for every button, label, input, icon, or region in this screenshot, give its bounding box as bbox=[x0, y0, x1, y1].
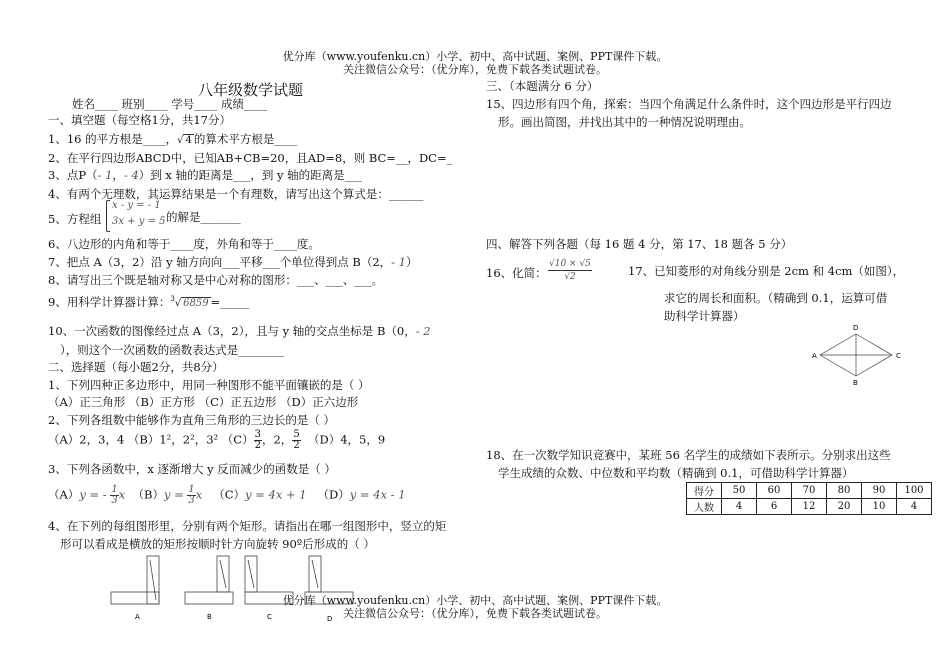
rhombus-figure bbox=[812, 322, 908, 388]
student-info: 姓名____ 班别____ 学号____ 成绩____ bbox=[72, 97, 267, 111]
score-table bbox=[686, 482, 932, 515]
question-2-4: 4、在下列的每组图形里，分别有两个矩形。请指出在哪一组图形中，竖立的矩 bbox=[48, 519, 447, 533]
rhombus-label-right: C bbox=[896, 352, 901, 360]
equation-1: x - y = - 1 bbox=[112, 200, 161, 211]
rhombus-label-top: D bbox=[853, 324, 859, 332]
section4-heading: 四、解答下列各题（每 16 题 4 分，第 17、18 题各 5 分） bbox=[486, 237, 793, 251]
question-1-3: 3、点P（- 1，- 4）到 x 轴的距离是___，到 y 轴的距离是___ bbox=[48, 168, 362, 182]
question-1-2: 2、在平行四边形ABCD中，已知AB+CB=20，且AD=8，则 BC=__，DC=_ bbox=[48, 151, 453, 165]
footer-line-2: 关注微信公众号：（优分库），免费下载各类试题试卷。 bbox=[343, 607, 607, 620]
question-2-4-cont: 形可以看成是横放的矩形按顺时针方向旋转 90º后形成的（ ） bbox=[60, 537, 375, 551]
footer-line-1: 优分库（www.youfenku.cn）小学、初中、高中试题、案例、PPT课件下载。 bbox=[282, 594, 668, 607]
question-17-cont-2: 助科学计算器） bbox=[664, 309, 745, 323]
section2-heading: 二、选择题（每小题2分，共8分） bbox=[48, 360, 224, 374]
question-18: 18、在一次数学知识竞赛中，某班 56 名学生的成绩如下表所示。分别求出这些 bbox=[486, 448, 891, 462]
shape-label-c: C bbox=[267, 613, 272, 621]
question-1-10-cont: ），则这个一次函数的函数表达式是________ bbox=[60, 343, 285, 357]
question-2-3-options: （A）y = - $\frac{1}{3}$ x （B）y = $\frac{1}{3}$ x （C）y = 4x + 1 （D）y = 4x - 1 bbox=[48, 484, 406, 506]
question-17: 17、已知菱形的对角线分别是 2cm 和 4cm（如图）， bbox=[628, 264, 905, 278]
shape-label-d: D bbox=[327, 615, 333, 622]
question-1-5-label: 5、方程组 bbox=[48, 212, 102, 226]
question-15-cont: 形。画出简图，并找出其中的一种情况说明理由。 bbox=[498, 115, 751, 129]
question-15: 15、四边形有四个角，探索：当四个角满足什么条件时，这个四边形是平行四边 bbox=[486, 97, 892, 111]
question-2-2: 2、下列各组数中能够作为直角三角形的三边长的是（ ） bbox=[48, 413, 335, 427]
page-title: 八年级数学试题 bbox=[198, 81, 304, 99]
table-row: 人数 4 6 12 20 10 4 bbox=[687, 499, 932, 515]
question-2-2-options: （A）2，3，4 （B）1²，2²，3² （C） $\frac{3}{2}$ ，2， $\frac{5}{2}$ （D）4，5，9 bbox=[48, 429, 386, 451]
question-1-7: 7、把点 A（3，2）沿 y 轴方向向___平移___个单位得到点 B（2，- 1） bbox=[48, 255, 418, 269]
header-line-1: 优分库（www.youfenku.cn）小学、初中、高中试题、案例、PPT课件下载。 bbox=[282, 50, 668, 63]
question-2-3: 3、下列各函数中，x 逐渐增大 y 反而减少的函数是（ ） bbox=[48, 462, 336, 476]
question-1-5-answer: 的解是_______ bbox=[166, 210, 241, 224]
sqrt-4: 4 bbox=[185, 135, 192, 146]
rhombus-label-bottom: B bbox=[853, 379, 858, 387]
section1-heading: 一、填空题（每空格1分，共17分） bbox=[48, 113, 231, 127]
table-row: 得分 50 60 70 80 90 100 bbox=[687, 483, 932, 499]
equation-2: 3x + y = 5 bbox=[112, 216, 166, 227]
question-1-6: 6、八边形的内角和等于____度，外角和等于____度。 bbox=[48, 237, 320, 251]
shape-label-a: A bbox=[135, 613, 140, 621]
question-17-cont: 求它的周长和面积。（精确到 0.1，运算可借 bbox=[664, 291, 888, 305]
shape-label-b: B bbox=[207, 613, 212, 621]
rhombus-label-left: A bbox=[812, 352, 817, 360]
question-1-8: 8、请写出三个既是轴对称又是中心对称的图形：___、___、___。 bbox=[48, 273, 384, 287]
question-2-1-options: （A）正三角形 （B）正方形 （C）正五边形 （D）正六边形 bbox=[48, 395, 359, 409]
question-16: 16、化简： bbox=[486, 266, 547, 280]
question-2-1: 1、下列四种正多边形中，用同一种图形不能平面镶嵌的是（ ） bbox=[48, 378, 370, 392]
question-1-10: 10、一次函数的图像经过点 A（3，2），且与 y 轴的交点坐标是 B（0，- 2 bbox=[48, 324, 431, 338]
header-line-2: 关注微信公众号：（优分库），免费下载各类试题试卷。 bbox=[343, 63, 607, 76]
question-1-9: 9、用科学计算器计算：$^3$√ 6859 =_____ bbox=[48, 294, 250, 309]
question-1-1: 1、16 的平方根是____，√ 4 的算术平方根是____ bbox=[48, 132, 298, 146]
equation-brace bbox=[106, 200, 110, 232]
question-1-4: 4、有两个无理数，其运算结果是一个有理数，请写出这个算式是：______ bbox=[48, 187, 424, 201]
simplify-fraction: $\frac{√10 \times √5}{√2}$ bbox=[549, 259, 591, 282]
section3-heading: 三、（本题满分 6 分） bbox=[486, 79, 599, 93]
question-18-cont: 学生成绩的众数、中位数和平均数（精确到 0.1，可借助科学计算器） bbox=[498, 466, 854, 480]
